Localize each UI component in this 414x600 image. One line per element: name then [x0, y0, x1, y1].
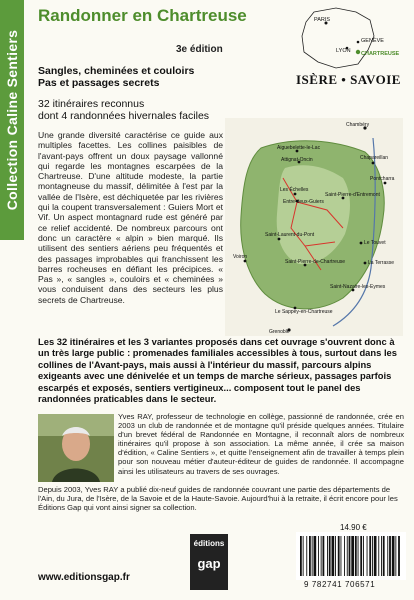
place-le-sappey: Le Sappey-en-Chartreuse — [275, 309, 333, 315]
barcode-bar — [306, 536, 307, 576]
book-subtitle — [38, 65, 258, 89]
author-photo — [38, 414, 114, 482]
publisher-website[interactable]: www.editionsgap.fr — [38, 572, 130, 583]
place-aiguebelette: Aiguebelette-le-Lac — [277, 145, 321, 151]
barcode-bar — [338, 536, 340, 576]
chartreuse-route-map — [225, 118, 403, 336]
publisher-logo — [190, 534, 228, 590]
barcode-bar — [309, 536, 311, 576]
place-marker — [294, 193, 297, 196]
isbn-number: 9 782741 706571 — [304, 580, 376, 589]
place-attignat: Attignat-Oncin — [281, 157, 313, 163]
barcode-bar — [381, 536, 382, 576]
label-chartreuse: CHARTREUSE — [361, 51, 400, 57]
intro-text: Une grande diversité caractérise ce guide aux multiples facettes. Les collines paisibles de l'avant-pays offrent un doux paysage vallonné qui regarde les montagnes escarpées de la Chartreuse. D'une altitude modeste, la partie montagneuse du massif, délimitée à l'est par la vallée de l'Isère, est déchiquetée par les rivières qui la coupent transversalement : Guiers Mort et Vif. Un aspect montagnard rude est généré par ce relief accidenté. De nombreux parcours ont donc un caractère « alpin » bien marqué. Ils utilisent des sentiers aériens peu fréquentés et des passages improbables qui franchissent les barres rocheuses en défiant les précipices. « Pas », « sangles », couloirs et « cheminées » vous conduisent dans des secteurs les plus secrets de Chartreuse. — [38, 130, 223, 305]
price-label: 14.90 € — [340, 523, 367, 532]
barcode-bar — [383, 536, 385, 576]
barcode-bar — [389, 536, 391, 576]
place-marker — [364, 262, 367, 265]
barcode-bar — [323, 536, 325, 576]
itineraries-line-1: 32 itinéraires reconnus — [38, 98, 145, 110]
place-entre-deux-guiers: Entre-deux-Guiers — [283, 199, 324, 205]
france-locator-map — [284, 6, 404, 70]
subtitle-line-2: Pas et passages secrets — [38, 77, 160, 89]
logo-text-editions: éditions — [193, 539, 225, 548]
barcode-bar — [360, 536, 362, 576]
barcode-bar — [355, 536, 357, 576]
label-lyon: LYON — [336, 48, 351, 54]
place-grenoble: Grenoble — [269, 329, 290, 335]
author-bio: Yves RAY, professeur de technologie en collège, passionné de randonnée, crée en 2003 un club de randonnée et de montagne qu'il préside quelques années. Titulaire d'un brevet fédéral de Randonnée en Montagne, il reconnaît alors de nombreux itinéraires qu'il propose à son association. La même année, il crée sa maison d'édition, « Caline Sentiers », et quitte l'enseignement afin de travailler à temps plein pour son nouveau métier d'auteur-éditeur de guides de randonnée. Il accompagne ainsi les utilisateurs au travers de ses ouvrages. — [118, 412, 404, 476]
itineraries-line-2: dont 4 randonnées hivernales faciles — [38, 110, 210, 122]
place-les-echelles: Les Échelles — [280, 187, 309, 193]
place-marker — [360, 242, 363, 245]
barcode-bar — [351, 536, 354, 576]
place-st-pierre-entremont: Saint-Pierre-d'Entremont — [325, 192, 380, 198]
barcode-bar — [347, 536, 348, 576]
barcode-bar — [335, 536, 336, 576]
place-le-touvet: Le Touvet — [364, 240, 386, 246]
barcode-bar — [374, 536, 377, 576]
barcode-bar — [363, 536, 364, 576]
region-label: ISÈRE • SAVOIE — [296, 72, 401, 87]
isbn-barcode — [296, 532, 406, 580]
summary-paragraph: Les 32 itinéraires et les 3 variantes proposés dans cet ouvrage s'ouvrent donc à un très large public : promenades familiales accessibles à tous, surtout dans les collines de l'Avant-pays, mais aussi à l'intérieur du massif, parcours alpins exigeants avec une dénivelée et un temps de marche sérieux, passages parfois escarpés et exposés, sentiers vertigineux... composent tout le panel des randonnées praticables dans le secteur. — [38, 336, 397, 405]
place-marker — [278, 238, 281, 241]
barcode-bar — [341, 536, 342, 576]
barcode-bar — [314, 536, 317, 576]
author-portrait — [38, 414, 114, 482]
barcode-bar — [369, 536, 371, 576]
place-st-laurent: Saint-Laurent-du-Pont — [265, 232, 315, 238]
author-bio-continued: Depuis 2003, Yves RAY a publié dix-neuf guides de randonnée couvrant une partie des départements de l'Ain, du Jura, de l'Isère, de la Savoie et de la Haute-Savoie. Aujourd'hui à la retraite, il écrit encore pour les Éditions Gap qui vont ainsi signer sa collection. — [38, 485, 398, 513]
barcode-bar — [344, 536, 345, 576]
place-marker — [244, 260, 247, 263]
barcode-bar — [329, 536, 331, 576]
book-title: Randonner en Chartreuse — [38, 6, 247, 25]
barcode-bar — [395, 536, 396, 576]
collection-name: Collection Caline Sentiers — [4, 29, 20, 211]
barcode-bar — [372, 536, 373, 576]
barcode-bar — [358, 536, 359, 576]
edition-label: 3e édition — [176, 44, 223, 55]
place-marker — [384, 182, 387, 185]
barcode-bar — [332, 536, 335, 576]
barcode-bar — [327, 536, 328, 576]
barcode-bar — [387, 536, 388, 576]
place-chapareillan: Chapareillan — [360, 155, 389, 161]
subtitle-line-1: Sangles, cheminées et couloirs — [38, 65, 195, 77]
place-marker — [372, 162, 375, 165]
barcode-bar — [300, 536, 302, 576]
barcode-bar — [303, 536, 304, 576]
label-paris: PARIS — [314, 17, 331, 23]
place-chambery: Chambéry — [346, 122, 370, 128]
chartreuse-marker — [356, 50, 360, 54]
label-geneva: GENÈVE — [361, 38, 384, 44]
barcode-bar — [321, 536, 322, 576]
place-st-pierre-chartreuse: Saint-Pierre-de-Chartreuse — [285, 259, 346, 265]
place-la-terrasse: La Terrasse — [368, 260, 395, 266]
barcode-bar — [318, 536, 319, 576]
barcode-bar — [312, 536, 313, 576]
collection-spine — [0, 0, 24, 240]
barcode-bar — [378, 536, 379, 576]
barcode-bar — [398, 536, 400, 576]
barcode-bar — [367, 536, 368, 576]
geneva-marker — [357, 41, 360, 44]
place-pontcharra: Pontcharra — [370, 176, 395, 182]
barcode-bar — [392, 536, 395, 576]
barcode-bar — [349, 536, 351, 576]
logo-text-gap: gap — [197, 556, 221, 571]
place-st-nazaire: Saint-Nazaire-les-Eymes — [330, 284, 386, 290]
place-voiron: Voiron — [233, 254, 248, 260]
